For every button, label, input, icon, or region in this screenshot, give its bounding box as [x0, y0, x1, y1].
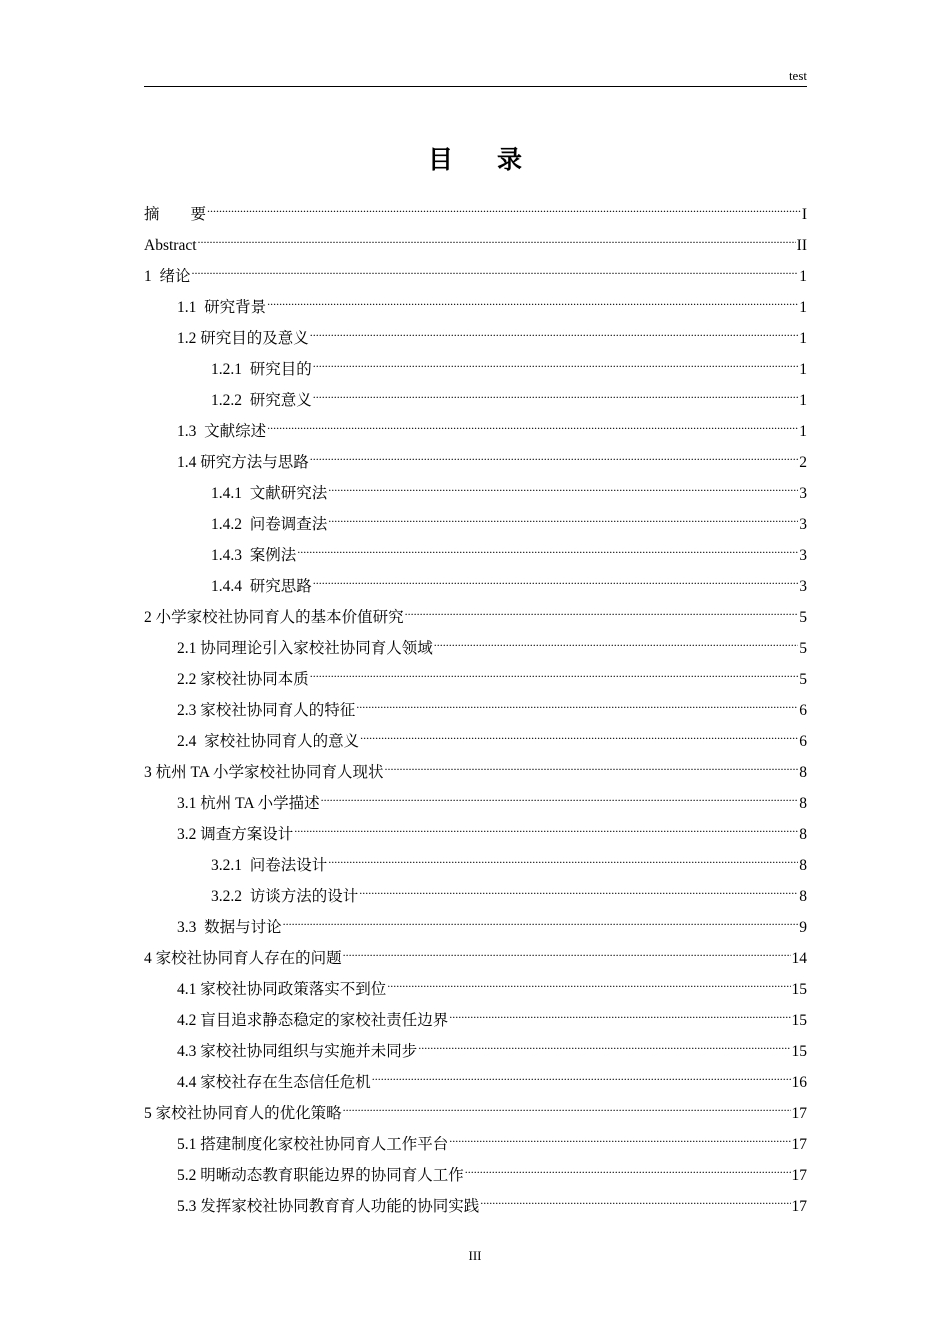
toc-entry-page: 1 — [799, 392, 807, 409]
toc-entry-label: 4.2 盲目追求静态稳定的家校社责任边界 — [177, 1012, 449, 1029]
toc-entry-page: 8 — [799, 795, 807, 812]
toc-entry-label: 4.3 家校社协同组织与实施并未同步 — [177, 1043, 418, 1060]
toc-entry-label: 1 绪论 — [144, 268, 191, 285]
toc-leader-dots — [418, 1025, 790, 1056]
toc-entry-page: 17 — [791, 1136, 807, 1153]
toc-leader-dots — [267, 405, 798, 436]
toc-leader-dots — [310, 436, 798, 467]
toc-entry-label: 1.4.4 研究思路 — [211, 578, 312, 595]
toc-entry-label: 3.2.1 问卷法设计 — [211, 857, 328, 874]
toc-entry-label: Abstract — [144, 237, 197, 254]
toc-entry[interactable] — [144, 188, 807, 223]
toc-leader-dots — [360, 715, 798, 746]
toc-entry-label: 5.2 明晰动态教育职能边界的协同育人工作 — [177, 1167, 464, 1184]
toc-entry-page: 1 — [799, 299, 807, 316]
toc-entry-label: 摘 要 — [144, 206, 207, 223]
toc-entry-page: 1 — [799, 268, 807, 285]
toc-entry-page: 1 — [799, 423, 807, 440]
toc-entry-page: II — [796, 237, 807, 254]
table-of-contents — [144, 188, 807, 1215]
toc-leader-dots — [313, 560, 798, 591]
header-text: test — [788, 68, 807, 83]
toc-leader-dots — [387, 963, 790, 994]
toc-leader-dots — [313, 343, 798, 374]
toc-leader-dots — [313, 374, 798, 405]
toc-leader-dots — [192, 250, 799, 281]
toc-entry-label: 2.4 家校社协同育人的意义 — [177, 733, 360, 750]
toc-leader-dots — [343, 932, 791, 963]
toc-leader-dots — [294, 808, 798, 839]
toc-entry-page: 17 — [791, 1198, 807, 1215]
toc-entry-page: 6 — [799, 702, 807, 719]
toc-entry-page: 3 — [799, 547, 807, 564]
toc-entry-page: 3 — [799, 485, 807, 502]
toc-entry-label: 2.1 协同理论引入家校社协同育人领域 — [177, 640, 433, 657]
toc-entry-page: 5 — [799, 671, 807, 688]
toc-entry-page: 6 — [799, 733, 807, 750]
toc-entry-label: 5 家校社协同育人的优化策略 — [144, 1105, 342, 1122]
toc-entry-label: 2.2 家校社协同本质 — [177, 671, 309, 688]
page-header — [144, 66, 807, 87]
toc-entry-label: 1.2.2 研究意义 — [211, 392, 312, 409]
toc-entry-page: 2 — [799, 454, 807, 471]
toc-entry-page: 15 — [791, 1043, 807, 1060]
toc-entry-page: I — [801, 206, 807, 223]
toc-entry-label: 4.4 家校社存在生态信任危机 — [177, 1074, 371, 1091]
toc-entry-page: 8 — [799, 888, 807, 905]
toc-entry-page: 17 — [791, 1105, 807, 1122]
toc-leader-dots — [283, 901, 799, 932]
toc-leader-dots — [267, 281, 798, 312]
toc-entry-page: 8 — [799, 826, 807, 843]
toc-leader-dots — [198, 219, 796, 250]
toc-entry-page: 8 — [799, 857, 807, 874]
toc-leader-dots — [310, 653, 798, 684]
toc-entry-label: 3.1 杭州 TA 小学描述 — [177, 795, 320, 812]
toc-entry-label: 3.2 调查方案设计 — [177, 826, 294, 843]
toc-title: 目录 — [427, 147, 566, 174]
toc-leader-dots — [321, 777, 799, 808]
toc-entry-label: 4 家校社协同育人存在的问题 — [144, 950, 342, 967]
toc-entry-label: 1.4 研究方法与思路 — [177, 454, 309, 471]
toc-entry-page: 15 — [791, 981, 807, 998]
toc-entry-label: 1.4.2 问卷调查法 — [211, 516, 328, 533]
toc-entry-label: 5.1 搭建制度化家校社协同育人工作平台 — [177, 1136, 449, 1153]
toc-entry-label: 3 杭州 TA 小学家校社协同育人现状 — [144, 764, 384, 781]
toc-entry-page: 9 — [799, 919, 807, 936]
toc-entry-page: 5 — [799, 609, 807, 626]
page-number: III — [468, 1248, 482, 1263]
toc-entry-label: 1.1 研究背景 — [177, 299, 267, 316]
toc-leader-dots — [328, 839, 798, 870]
toc-leader-dots — [310, 312, 798, 343]
toc-entry-page: 8 — [799, 764, 807, 781]
toc-entry-page: 3 — [799, 516, 807, 533]
toc-leader-dots — [405, 591, 799, 622]
toc-entry-page: 1 — [799, 330, 807, 347]
toc-entry[interactable] — [144, 250, 807, 285]
toc-entry-label: 1.4.1 文献研究法 — [211, 485, 328, 502]
toc-entry-page: 1 — [799, 361, 807, 378]
toc-entry-label: 2.3 家校社协同育人的特征 — [177, 702, 356, 719]
toc-entry-label: 3.3 数据与讨论 — [177, 919, 282, 936]
toc-leader-dots — [328, 498, 798, 529]
toc-leader-dots — [465, 1149, 791, 1180]
toc-entry-label: 1.4.3 案例法 — [211, 547, 297, 564]
toc-entry-page: 15 — [791, 1012, 807, 1029]
toc-leader-dots — [449, 994, 790, 1025]
toc-leader-dots — [359, 870, 798, 901]
toc-leader-dots — [356, 684, 798, 715]
toc-entry-label: 1.3 文献综述 — [177, 423, 267, 440]
toc-leader-dots — [297, 529, 798, 560]
toc-entry-label: 5.3 发挥家校社协同教育育人功能的协同实践 — [177, 1198, 480, 1215]
toc-entry-page: 17 — [791, 1167, 807, 1184]
toc-entry-page: 3 — [799, 578, 807, 595]
toc-entry-label: 1.2 研究目的及意义 — [177, 330, 309, 347]
toc-leader-dots — [372, 1056, 791, 1087]
toc-leader-dots — [343, 1087, 791, 1118]
toc-leader-dots — [207, 188, 801, 219]
toc-entry-label: 3.2.2 访谈方法的设计 — [211, 888, 359, 905]
toc-leader-dots — [449, 1118, 790, 1149]
toc-entry[interactable] — [144, 219, 807, 254]
toc-entry-label: 1.2.1 研究目的 — [211, 361, 312, 378]
toc-entry-page: 14 — [791, 950, 807, 967]
toc-entry-label: 2 小学家校社协同育人的基本价值研究 — [144, 609, 404, 626]
toc-leader-dots — [434, 622, 798, 653]
toc-entry-page: 16 — [791, 1074, 807, 1091]
toc-leader-dots — [480, 1180, 790, 1211]
toc-entry[interactable] — [144, 281, 807, 316]
toc-entry-label: 4.1 家校社协同政策落实不到位 — [177, 981, 387, 998]
toc-leader-dots — [328, 467, 798, 498]
toc-leader-dots — [384, 746, 798, 777]
toc-entry-page: 5 — [799, 640, 807, 657]
